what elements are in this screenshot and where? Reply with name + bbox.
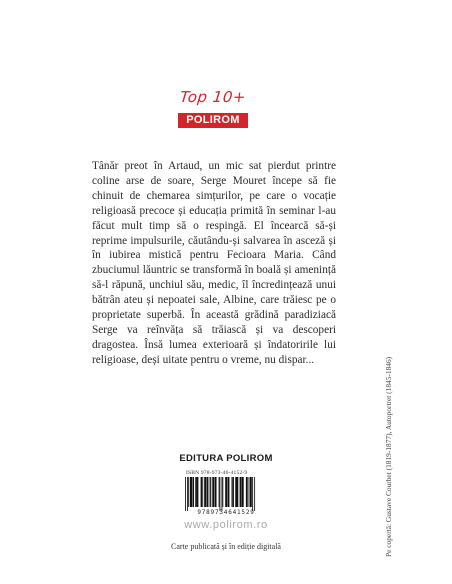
- barcode-bar: [210, 477, 211, 507]
- barcode-bar: [211, 477, 212, 507]
- barcode-bar: [250, 477, 252, 507]
- barcode-bar: [254, 477, 255, 511]
- barcode-bar: [223, 477, 224, 507]
- barcode-bar: [195, 477, 196, 507]
- publisher-badge: POLIROM: [178, 113, 248, 128]
- barcode-bar: [196, 477, 198, 507]
- barcode-bar: [225, 477, 227, 507]
- barcode-bar: [201, 477, 203, 507]
- barcode-bar: [219, 477, 220, 507]
- cover-credit: Pe copertă: Gustave Courbet (1819-1877), Autoportret (1845-1846): [384, 356, 393, 557]
- barcode-bar: [235, 477, 236, 507]
- series-logo: [178, 88, 248, 132]
- barcode-bar: [185, 477, 186, 511]
- barcode-bar: [222, 477, 223, 511]
- barcode-bar: [204, 477, 206, 507]
- barcode-bar: [232, 477, 233, 507]
- digital-edition-note: Carte publicată și în ediție digitală: [171, 542, 281, 551]
- barcode-bar: [190, 477, 192, 507]
- barcode-bar: [232, 477, 234, 507]
- series-title: Top 10+: [179, 88, 247, 106]
- barcode-bar: [202, 477, 203, 507]
- barcode-bar: [188, 477, 189, 507]
- barcode-bar: [193, 477, 195, 507]
- barcode-bar: [215, 477, 217, 507]
- barcode-digits: 9789734641529: [197, 509, 255, 516]
- barcode-bar: [241, 477, 243, 507]
- barcode-bar: [240, 477, 242, 507]
- barcode-bar: [187, 477, 188, 511]
- barcode-bar: [207, 477, 209, 507]
- barcode-bar: [246, 477, 248, 507]
- barcode-bar: [248, 477, 249, 507]
- publisher-imprint: EDITURA POLIROM: [179, 453, 273, 464]
- barcode-bar: [228, 477, 230, 507]
- barcode-bar: [236, 477, 238, 507]
- barcode-bar: [252, 477, 253, 511]
- barcode-bar: [220, 477, 221, 511]
- website-link[interactable]: www.polirom.ro: [184, 519, 268, 531]
- isbn-number: ISBN 978-973-46-4152-9: [186, 470, 248, 476]
- book-blurb: Tânăr preot în Artaud, un mic sat pierdut printre coline arse de soare, Serge Mouret începe să fie chinuit de chemarea simțurilor, pe care o vocație religioasă precoce și educația primită în seminar l-au făcut mult timp să o respingă. El încearcă să-și reprime impulsurile, căutându-și salvarea în asceză și în iubirea mistică pentru Fecioara Maria. Când zbuciumul lăuntric se transformă în boală și amenință să-l răpună, unchiul său, medic, îl încredințează unui bătrân ateu și nepoatei sale, Albine, care trăiesc pe o proprietate superbă. În această grădină paradiziacă Serge va reînvăța să trăiască și va descoperi dragostea. Însă lumea exterioară și îndatoririle lui religioase, deși uitate pentru o vreme, nu dispar...: [92, 160, 336, 366]
- barcode-image: [184, 477, 268, 511]
- barcode-bar: [212, 477, 214, 507]
